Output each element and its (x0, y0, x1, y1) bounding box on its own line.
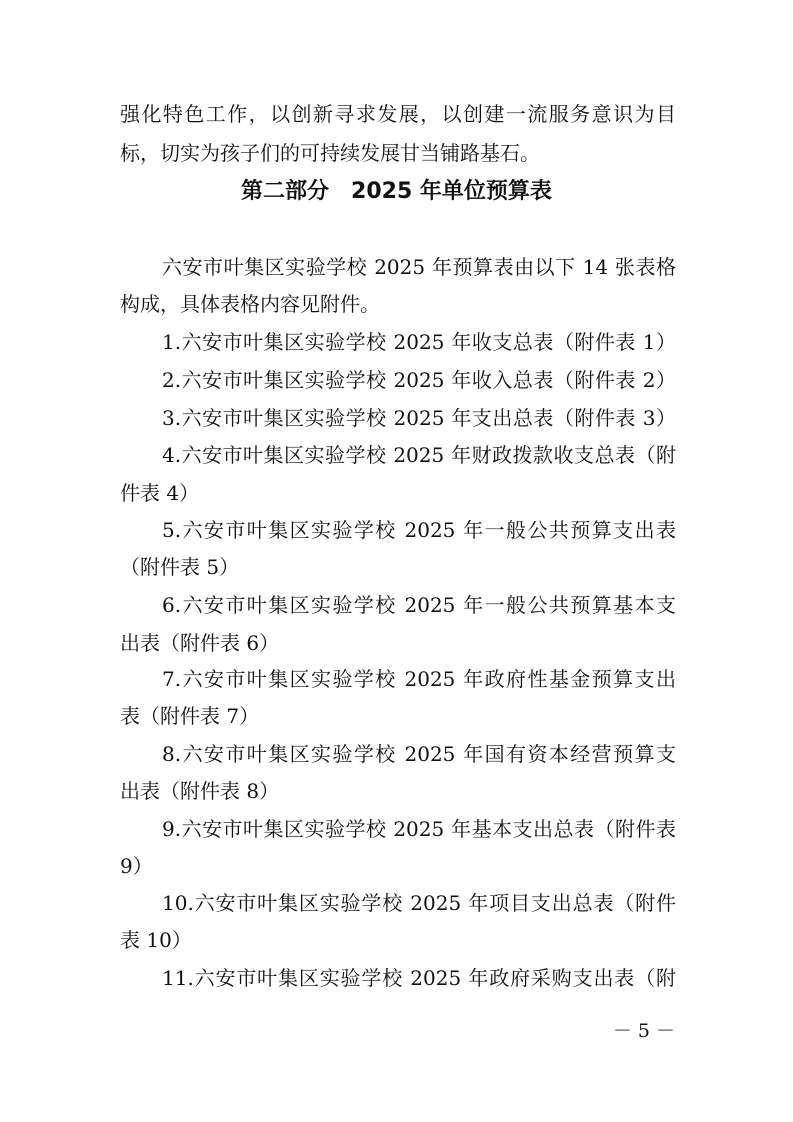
list-item-6-line-2: 出表（附件表 6） (120, 631, 280, 655)
list-item-4-line-1: 4.六安市叶集区实验学校 2025 年财政拨款收支总表（附 (162, 443, 676, 467)
list-item-7-line-1: 7.六安市叶集区实验学校 2025 年政府性基金预算支出 (162, 667, 676, 691)
intro-line-1: 强化特色工作，以创新寻求发展，以创建一流服务意识为目 (120, 102, 676, 126)
list-item-5-line-1: 5.六安市叶集区实验学校 2025 年一般公共预算支出表 (162, 518, 676, 542)
list-item-6-line-1: 6.六安市叶集区实验学校 2025 年一般公共预算基本支 (162, 593, 676, 617)
page-number: － 5 － (612, 1020, 675, 1042)
list-item-9-line-2: 9） (120, 854, 153, 878)
list-item-2: 2.六安市叶集区实验学校 2025 年收入总表（附件表 2） (162, 368, 676, 392)
list-item-3: 3.六安市叶集区实验学校 2025 年支出总表（附件表 3） (162, 406, 676, 430)
list-item-9-line-1: 9.六安市叶集区实验学校 2025 年基本支出总表（附件表 (162, 817, 676, 841)
list-item-1: 1.六安市叶集区实验学校 2025 年收支总表（附件表 1） (162, 330, 676, 354)
list-item-8-line-2: 出表（附件表 8） (120, 779, 280, 803)
list-item-8-line-1: 8.六安市叶集区实验学校 2025 年国有资本经营预算支 (162, 742, 676, 766)
list-item-10-line-2: 表 10） (120, 928, 192, 952)
list-item-4-line-2: 件表 4） (120, 481, 200, 505)
list-item-11-line-1: 11.六安市叶集区实验学校 2025 年政府采购支出表（附 (162, 966, 676, 990)
summary-line-1: 六安市叶集区实验学校 2025 年预算表由以下 14 张表格 (162, 255, 676, 279)
intro-line-2: 标，切实为孩子们的可持续发展甘当铺路基石。 (120, 141, 540, 165)
summary-line-2: 构成，具体表格内容见附件。 (120, 292, 380, 316)
section-title: 第二部分 2025 年单位预算表 (241, 179, 552, 204)
list-item-7-line-2: 表（附件表 7） (120, 704, 260, 728)
list-item-5-line-2: （附件表 5） (120, 555, 240, 579)
list-item-10-line-1: 10.六安市叶集区实验学校 2025 年项目支出总表（附件 (162, 891, 676, 915)
